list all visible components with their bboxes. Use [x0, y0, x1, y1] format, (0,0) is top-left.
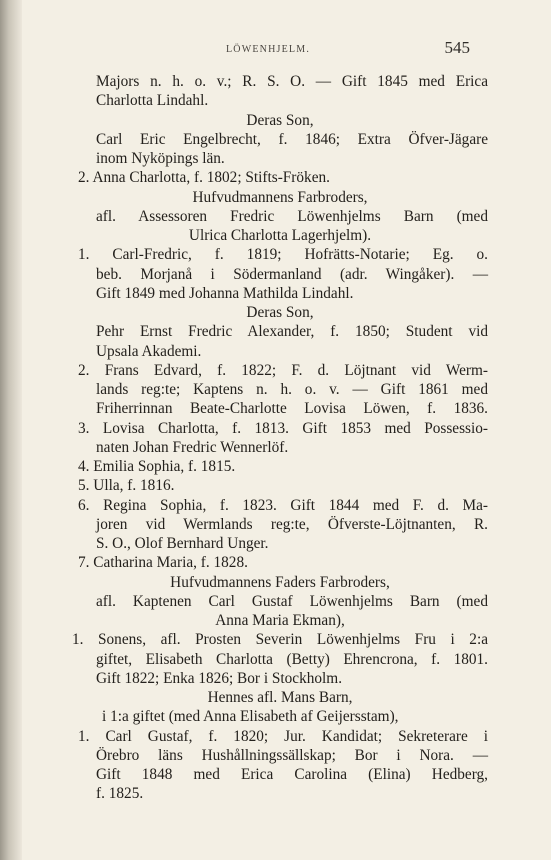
- text-line: Örebro läns Hushållningssällskap; Bor i Nora. —: [96, 746, 488, 764]
- text-line: Friherrinnan Beate-Charlotte Lovisa Löwen, f. 1836.: [96, 400, 488, 418]
- text-line: giftet, Elisabeth Charlotta (Betty) Ehrencrona, f. 1801.: [96, 650, 488, 668]
- page-header: [110, 38, 470, 60]
- text-line: Gift 1848 med Erica Carolina (Elina) Hedberg,: [96, 766, 488, 783]
- running-head: LÖWENHJELM.: [226, 44, 311, 55]
- text-line: Pehr Ernst Fredric Alexander, f. 1850; Student vid: [96, 323, 488, 341]
- page-gutter: [0, 0, 22, 860]
- list-entry: 6. Regina Sophia, f. 1823. Gift 1844 med F. d. Ma-: [78, 496, 488, 514]
- list-entry: 1. Carl Gustaf, f. 1820; Jur. Kandidat; Sekreterare i: [78, 727, 488, 745]
- list-entry: 3. Lovisa Charlotta, f. 1813. Gift 1853 med Possessio-: [78, 419, 488, 437]
- list-entry: 2. Anna Charlotta, f. 1802; Stifts-Fröken.: [78, 169, 330, 187]
- list-entry: 1. Sonens, afl. Prosten Severin Löwenhjelms Fru i 2:a: [72, 631, 488, 649]
- section-heading: Deras Son,: [246, 304, 314, 321]
- list-entry: 2. Frans Edvard, f. 1822; F. d. Löjtnant vid Werm-: [78, 361, 488, 379]
- section-heading: Hufvudmannens Farbroders,: [192, 188, 368, 206]
- text-line: Charlotta Lindahl.: [96, 92, 209, 110]
- text-line: Upsala Akademi.: [96, 342, 202, 360]
- text-line: Carl Eric Engelbrecht, f. 1846; Extra Öfver-Jägare: [96, 130, 488, 148]
- text-line: inom Nyköpings län.: [96, 150, 225, 167]
- section-heading: Hennes afl. Mans Barn,: [207, 689, 353, 706]
- text-line: i 1:a giftet (med Anna Elisabeth af Geijersstam),: [102, 708, 399, 726]
- list-entry: 1. Carl-Fredric, f. 1819; Hofrätts-Notarie; Eg. o.: [78, 246, 488, 264]
- list-entry: 4. Emilia Sophia, f. 1815.: [78, 458, 236, 475]
- text-line: afl. Kaptenen Carl Gustaf Löwenhjelms Barn (med: [96, 592, 488, 610]
- text-line: Majors n. h. o. v.; R. S. O. — Gift 1845 med Erica: [96, 73, 488, 90]
- text-line: Ulrica Charlotta Lagerhjelm).: [188, 227, 372, 244]
- text-line: f. 1825.: [96, 785, 144, 803]
- list-entry: 7. Catharina Maria, f. 1828.: [78, 554, 248, 572]
- text-line: Anna Maria Ekman),: [215, 612, 345, 629]
- page-number: 545: [444, 38, 470, 57]
- text-line: naten Johan Fredric Wennerlöf.: [96, 438, 289, 456]
- register-text: [72, 72, 488, 804]
- list-entry: 5. Ulla, f. 1816.: [78, 477, 175, 495]
- section-heading: Hufvudmannens Faders Farbroders,: [170, 573, 390, 591]
- text-line: Gift 1849 med Johanna Mathilda Lindahl.: [96, 284, 354, 302]
- text-line: joren vid Wermlands reg:te, Öfverste-Löjtnanten, R.: [96, 515, 488, 533]
- text-line: beb. Morjanå i Södermanland (adr. Wingåker). —: [96, 265, 488, 283]
- text-line: afl. Assessoren Fredric Löwenhjelms Barn (med: [96, 207, 488, 225]
- text-line: lands reg:te; Kaptens n. h. o. v. — Gift 1861 med: [96, 381, 488, 398]
- text-line: Gift 1822; Enka 1826; Bor i Stockholm.: [96, 669, 343, 687]
- section-heading: Deras Son,: [246, 111, 314, 129]
- text-line: S. O., Olof Bernhard Unger.: [96, 535, 269, 552]
